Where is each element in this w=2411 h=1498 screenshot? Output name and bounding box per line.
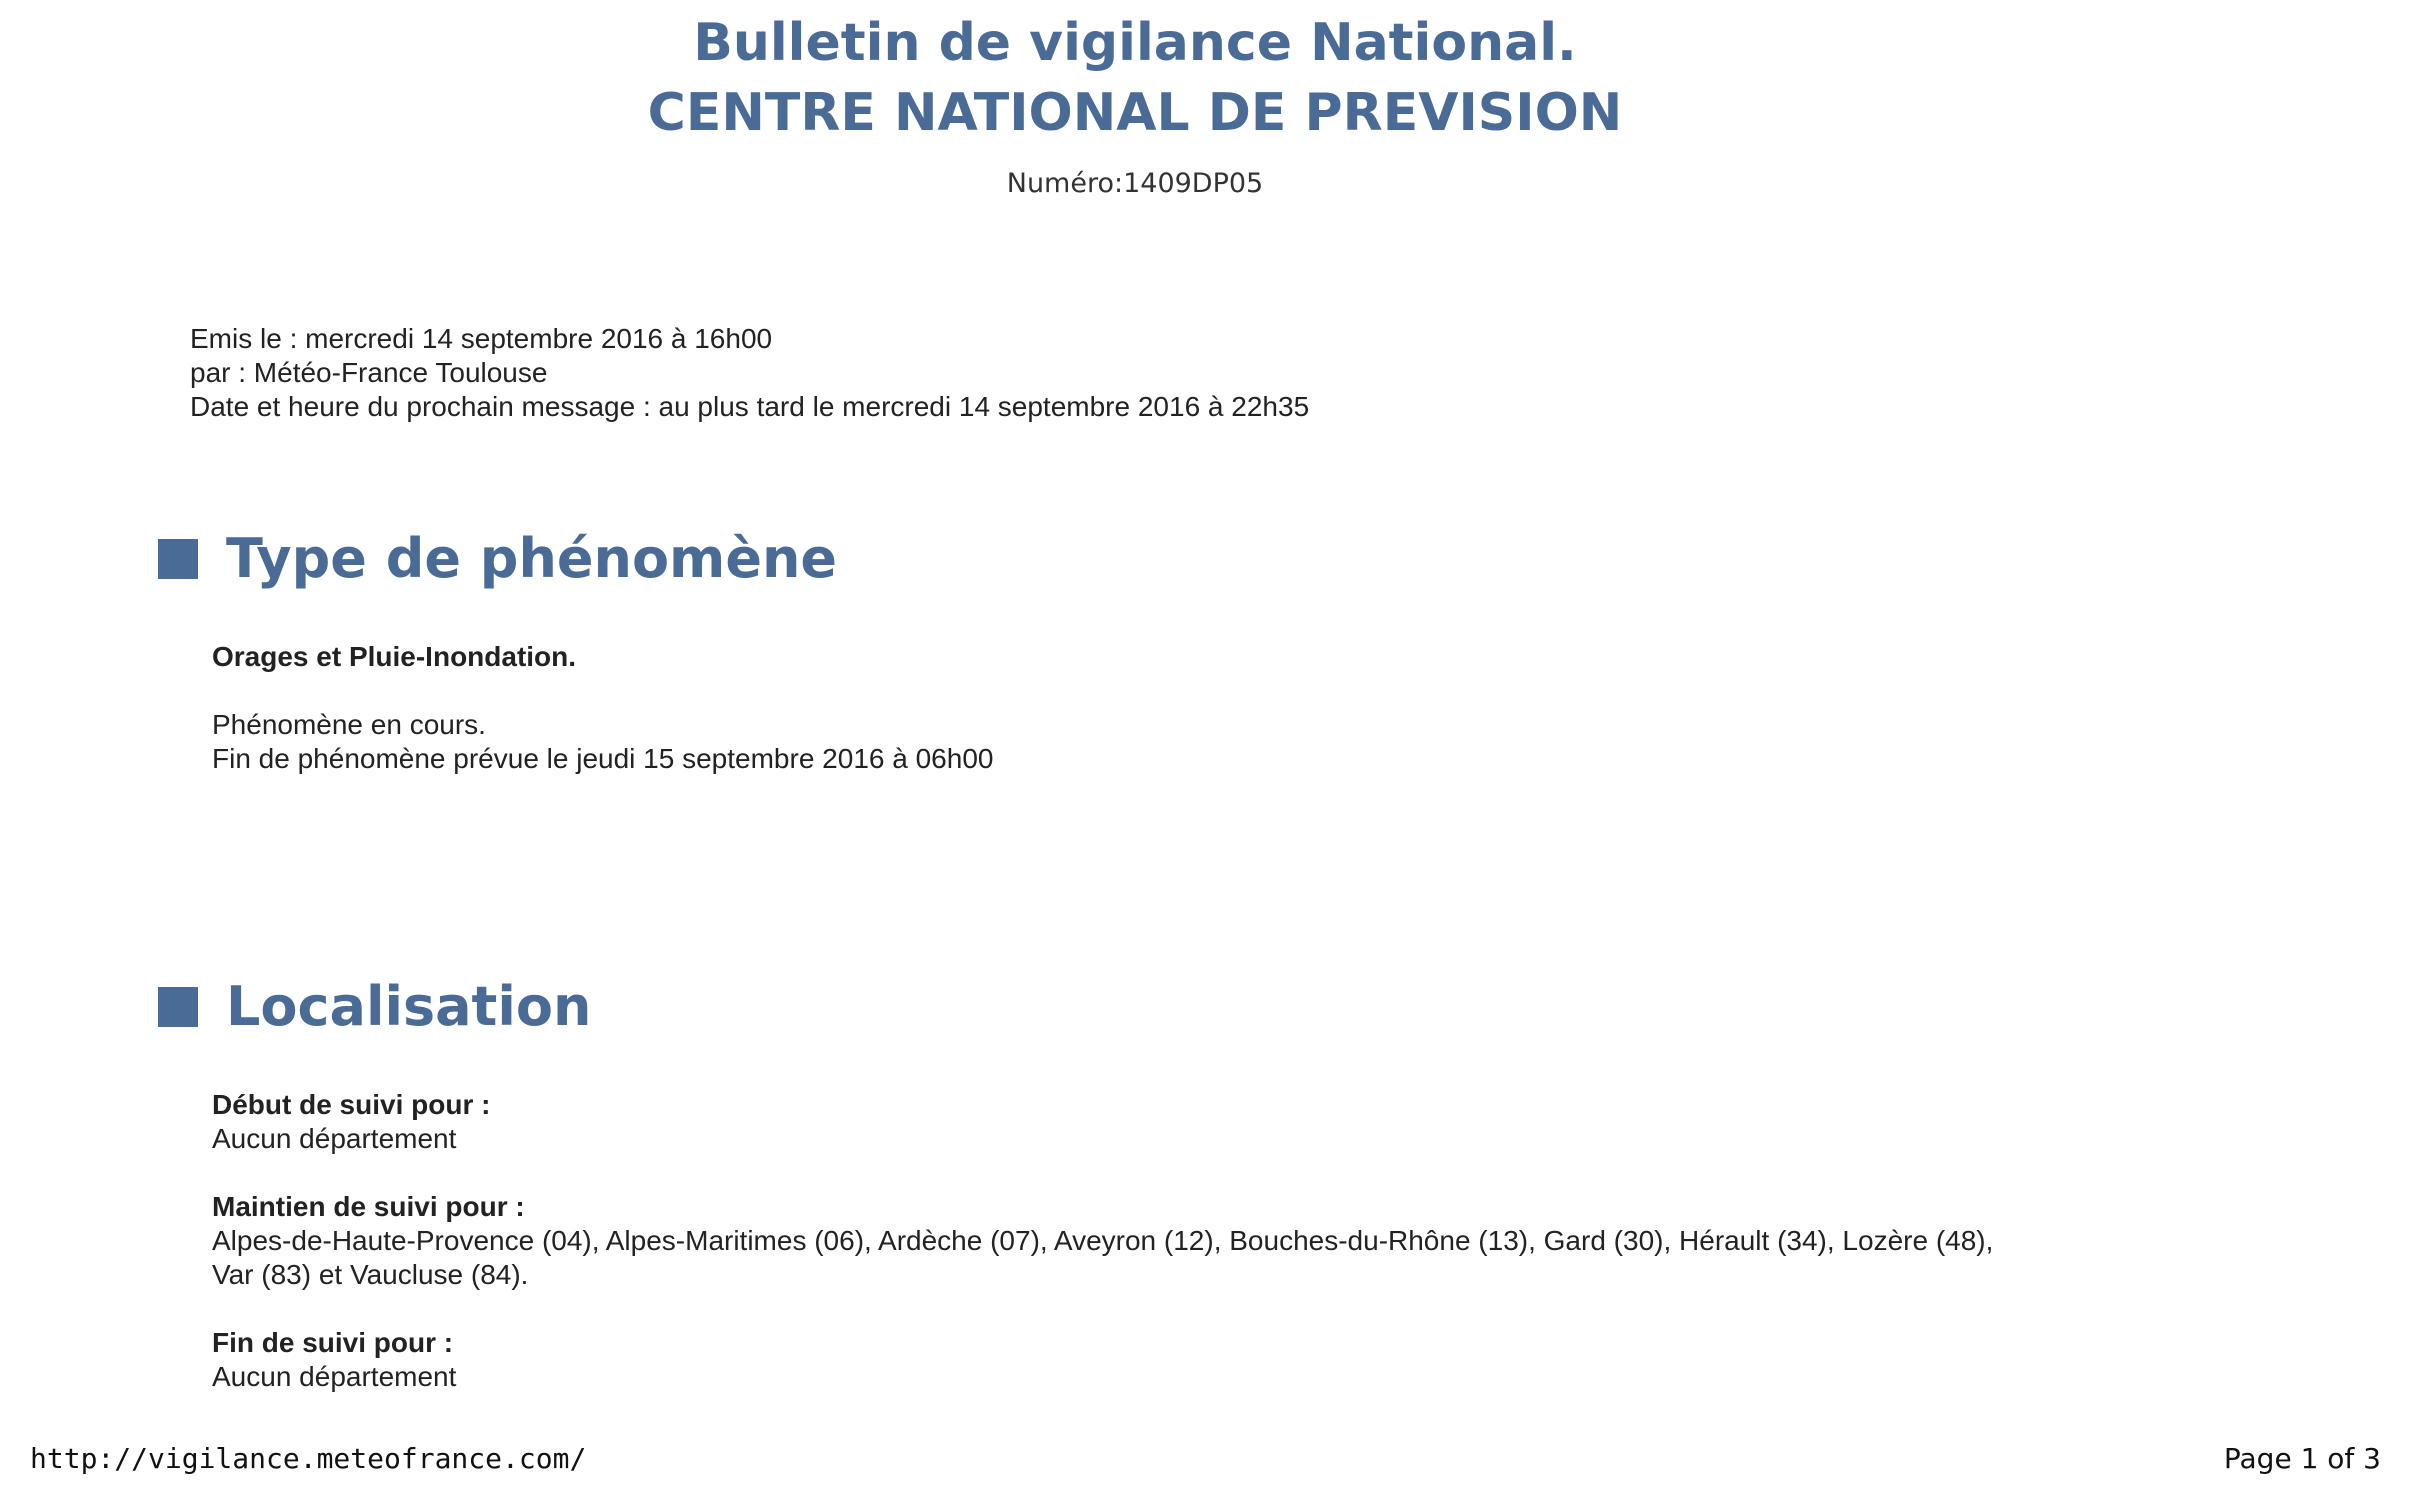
bulletin-title: Bulletin de vigilance National. [693,13,1577,73]
phenomenon-end: Fin de phénomène prévue le jeudi 15 septembre 2016 à 06h00 [212,743,994,774]
emission-date: Emis le : mercredi 14 septembre 2016 à 16h00 [190,323,773,354]
section-heading-type [158,524,837,594]
section-title-type: Type de phénomène [226,527,838,590]
emission-info [190,322,1309,424]
maintien-label: Maintien de suivi pour : [212,1191,525,1222]
section-heading-localisation [158,972,591,1042]
maintien-value: Alpes-de-Haute-Provence (04), Alpes-Maritimes (06), Ardèche (07), Aveyron (12), Bouches-du-Rhône (13), Gard (30), Hérault (34), Lozère (48), Var (83) et Vaucluse (84). [212,1225,1994,1290]
bulletin-number: Numéro:1409DP05 [1006,168,1264,199]
footer-url: http://vigilance.meteofrance.com/ [30,1442,587,1475]
page-number: Page 1 of 3 [2223,1442,2381,1475]
fin-value: Aucun département [212,1361,457,1392]
section-body-type [212,640,993,776]
phenomenon-status: Phénomène en cours. [212,709,486,740]
bulletin-header [0,8,2270,199]
section-body-localisation [212,1088,2002,1394]
fin-label: Fin de suivi pour : [212,1327,454,1358]
phenomenon-type: Orages et Pluie-Inondation. [212,641,577,672]
square-bullet-icon [158,539,198,579]
next-message-date: Date et heure du prochain message : au plus tard le mercredi 14 septembre 2016 à 22h35 [190,391,1310,422]
debut-value: Aucun département [212,1123,457,1154]
section-title-localisation: Localisation [226,975,592,1038]
square-bullet-icon [158,987,198,1027]
emission-author: par : Météo-France Toulouse [190,357,548,388]
debut-label: Début de suivi pour : [212,1089,491,1120]
centre-title: CENTRE NATIONAL DE PREVISION [647,83,1623,143]
